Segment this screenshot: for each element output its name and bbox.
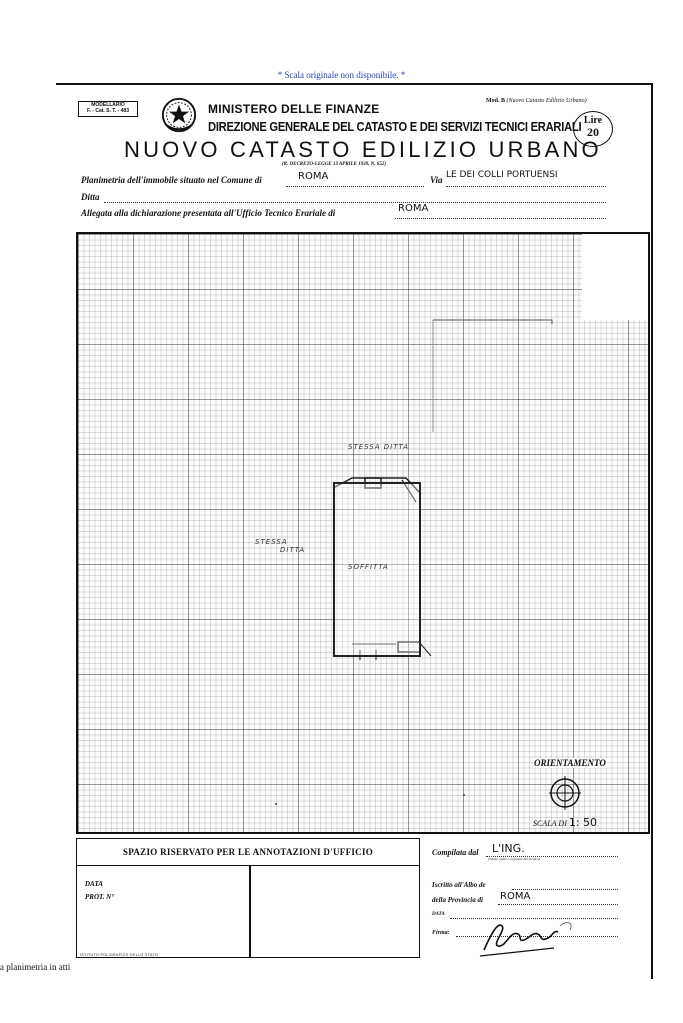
- compilata-label: Compilata dal: [432, 848, 479, 857]
- label-soffitta: SOFFITTA: [348, 563, 389, 571]
- model-code: [486, 98, 587, 104]
- planimetria-label: Planimetria dell'immobile situato nel Comune di: [81, 175, 262, 185]
- firma-label: Firma:: [432, 930, 450, 936]
- iscritto-line: [512, 889, 618, 890]
- modello-box: [78, 101, 138, 117]
- document-main-title: NUOVO CATASTO EDILIZIO URBANO: [124, 137, 602, 162]
- model-code-label: Mod. B: [486, 98, 506, 104]
- annotations-header: SPAZIO RISERVATO PER LE ANNOTAZIONI D'UFFICIO: [77, 839, 419, 866]
- compilation-data-label: DATA: [432, 912, 445, 917]
- lire-value: 20: [587, 125, 599, 139]
- annotations-divider: [249, 865, 251, 957]
- model-code-desc: (Nuovo Catasto Edilizio Urbano): [506, 98, 587, 104]
- scale-label: [533, 816, 597, 829]
- label-adjacent-top: STESSA DITTA: [348, 443, 409, 451]
- ditta-line: [104, 202, 606, 203]
- office-annotations-box: [76, 838, 420, 958]
- provincia-line: [498, 904, 618, 905]
- label-adjacent-left-1: STESSA: [255, 538, 288, 546]
- orientation-label: ORIENTAMENTO: [534, 758, 606, 768]
- annotations-data-label: DATA: [85, 880, 103, 888]
- ufficio-value: ROMA: [398, 203, 429, 214]
- annotations-prot-label: PROT. N°: [85, 893, 114, 901]
- label-adjacent-left-2: DITTA: [280, 546, 306, 554]
- comune-line: [286, 186, 424, 187]
- via-line: [446, 186, 606, 187]
- modello-line-2: F. - Cat. S. T. - 483: [87, 108, 129, 114]
- printer-imprint: ISTITUTO POLIGRAFICO DELLO STATO: [80, 953, 159, 957]
- directorate-title: DIREZIONE GENERALE DEL CATASTO E DEI SERVIZI TECNICI ERARIALI: [208, 119, 582, 134]
- signature-mark: [462, 912, 592, 960]
- scale-value: 1: 50: [568, 816, 598, 829]
- compilata-subtitle: (Titolo, nome e cognome del tecnico): [488, 857, 540, 861]
- provincia-value: ROMA: [500, 891, 531, 902]
- modello-line-1: MODELLARIO: [91, 102, 125, 108]
- state-emblem-icon: [160, 96, 198, 134]
- ministry-title: MINISTERO DELLE FINANZE: [208, 102, 380, 116]
- bottom-caption: a planimetria in atti: [0, 962, 71, 972]
- lire-label: Lire: [583, 115, 603, 126]
- decree-reference: (R. DECRETO-LEGGE 13 APRILE 1939, N. 652): [282, 162, 387, 167]
- compass-icon: [548, 776, 582, 810]
- compilata-value: L'ING.: [492, 842, 525, 855]
- scale-note: * Scala originale non disponibile. *: [277, 70, 406, 80]
- allegata-label: Allegata alla dichiarazione presentata all'Ufficio Tecnico Erariale di: [81, 208, 336, 218]
- scale-label-text: SCALA DI: [533, 819, 567, 828]
- right-border-rule: [651, 84, 653, 979]
- provincia-label: della Provincia di: [432, 896, 483, 904]
- via-value: LE DEI COLLI PORTUENSI: [446, 170, 558, 180]
- comune-value: ROMA: [298, 171, 329, 182]
- top-border-rule: [56, 83, 653, 85]
- via-label: Via: [430, 175, 443, 185]
- iscritto-label: Iscritto all'Albo de: [432, 881, 486, 889]
- ufficio-line: [395, 218, 606, 219]
- ditta-label: Ditta: [81, 192, 100, 202]
